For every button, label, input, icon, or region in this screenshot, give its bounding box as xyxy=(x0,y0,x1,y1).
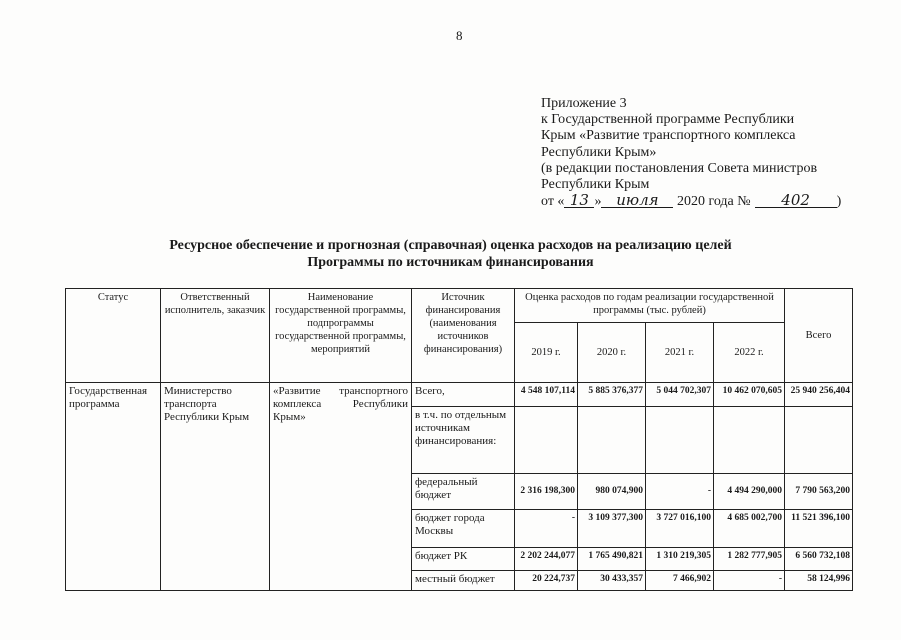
header-executor: Ответственный исполнитель, заказчик xyxy=(161,289,270,383)
source-cell: бюджет города Москвы xyxy=(412,510,515,548)
page-number: 8 xyxy=(456,28,463,43)
value-2020-cell: 980 074,900 xyxy=(578,474,646,510)
decree-date-number xyxy=(541,193,861,210)
value-2022-cell: - xyxy=(714,571,785,591)
header-total: Всего xyxy=(785,289,853,383)
document-title xyxy=(0,237,901,271)
total-cell xyxy=(785,407,853,474)
value-2020-cell xyxy=(578,407,646,474)
budget-table xyxy=(65,288,853,591)
value-2021-cell: 3 727 016,100 xyxy=(646,510,714,548)
value-2021-cell: 7 466,902 xyxy=(646,571,714,591)
header-status: Статус xyxy=(66,289,161,383)
source-cell: бюджет РК xyxy=(412,548,515,571)
value-2021-cell xyxy=(646,407,714,474)
value-2022-cell: 4 494 290,000 xyxy=(714,474,785,510)
value-2021-cell: 1 310 219,305 xyxy=(646,548,714,571)
total-cell: 25 940 256,404 xyxy=(785,383,853,407)
closing-paren: ) xyxy=(836,194,842,210)
value-2020-cell: 30 433,357 xyxy=(578,571,646,591)
value-2019-cell: 20 224,737 xyxy=(515,571,578,591)
executor-cell: Министерство транспорта Республики Крым xyxy=(161,383,270,591)
table-row xyxy=(66,383,853,407)
handwritten-decree-number: 402 xyxy=(755,193,837,208)
title-line-1: Ресурсное обеспечение и прогнозная (справочная) оценка расходов на реализацию целей xyxy=(169,238,732,253)
value-2021-cell: - xyxy=(646,474,714,510)
source-cell: Всего, xyxy=(412,383,515,407)
appendix-block xyxy=(541,96,861,210)
value-2022-cell: 1 282 777,905 xyxy=(714,548,785,571)
date-year-text: 2020 года № xyxy=(676,194,751,210)
value-2022-cell: 4 685 002,700 xyxy=(714,510,785,548)
value-2021-cell: 5 044 702,307 xyxy=(646,383,714,407)
title-line-2: Программы по источникам финансирования xyxy=(307,255,594,270)
header-funding-source: Источник финансирования (наименования источников финансирования) xyxy=(412,289,515,383)
source-cell: местный бюджет xyxy=(412,571,515,591)
header-year-2022: 2022 г. xyxy=(714,323,785,383)
handwritten-month: июля xyxy=(601,193,673,208)
total-cell: 58 124,996 xyxy=(785,571,853,591)
value-2019-cell xyxy=(515,407,578,474)
value-2022-cell xyxy=(714,407,785,474)
total-cell: 11 521 396,100 xyxy=(785,510,853,548)
program-name-cell: «Развитие транспортного комплекса Республики Крым» xyxy=(270,383,412,591)
handwritten-day: 13 xyxy=(564,193,594,208)
appendix-line: к Государственной программе Республики xyxy=(541,112,795,128)
value-2020-cell: 3 109 377,300 xyxy=(578,510,646,548)
source-cell: федеральный бюджет xyxy=(412,474,515,510)
header-estimate-by-year: Оценка расходов по годам реализации государственной программы (тыс. рублей) xyxy=(515,289,785,323)
header-year-2020: 2020 г. xyxy=(578,323,646,383)
value-2019-cell: - xyxy=(515,510,578,548)
date-prefix: от « xyxy=(541,194,565,210)
appendix-line: Республики Крым xyxy=(541,177,650,193)
total-cell: 7 790 563,200 xyxy=(785,474,853,510)
value-2022-cell: 10 462 070,605 xyxy=(714,383,785,407)
value-2019-cell: 2 316 198,300 xyxy=(515,474,578,510)
date-quote-close: » xyxy=(594,194,602,210)
appendix-line: (в редакции постановления Совета министров xyxy=(541,160,818,176)
appendix-line: Приложение 3 xyxy=(541,96,627,111)
value-2020-cell: 5 885 376,377 xyxy=(578,383,646,407)
header-year-2019: 2019 г. xyxy=(515,323,578,383)
value-2019-cell: 4 548 107,114 xyxy=(515,383,578,407)
total-cell: 6 560 732,108 xyxy=(785,548,853,571)
source-cell: в т.ч. по отдельным источникам финансирования: xyxy=(412,407,515,474)
value-2020-cell: 1 765 490,821 xyxy=(578,548,646,571)
status-cell: Государственная программа xyxy=(66,383,161,591)
header-program-name: Наименование государственной программы, подпрограммы государственной программы, мероприятий xyxy=(270,289,412,383)
header-year-2021: 2021 г. xyxy=(646,323,714,383)
appendix-line: Республики Крым» xyxy=(541,144,657,160)
value-2019-cell: 2 202 244,077 xyxy=(515,548,578,571)
appendix-line: Крым «Развитие транспортного комплекса xyxy=(541,128,796,144)
